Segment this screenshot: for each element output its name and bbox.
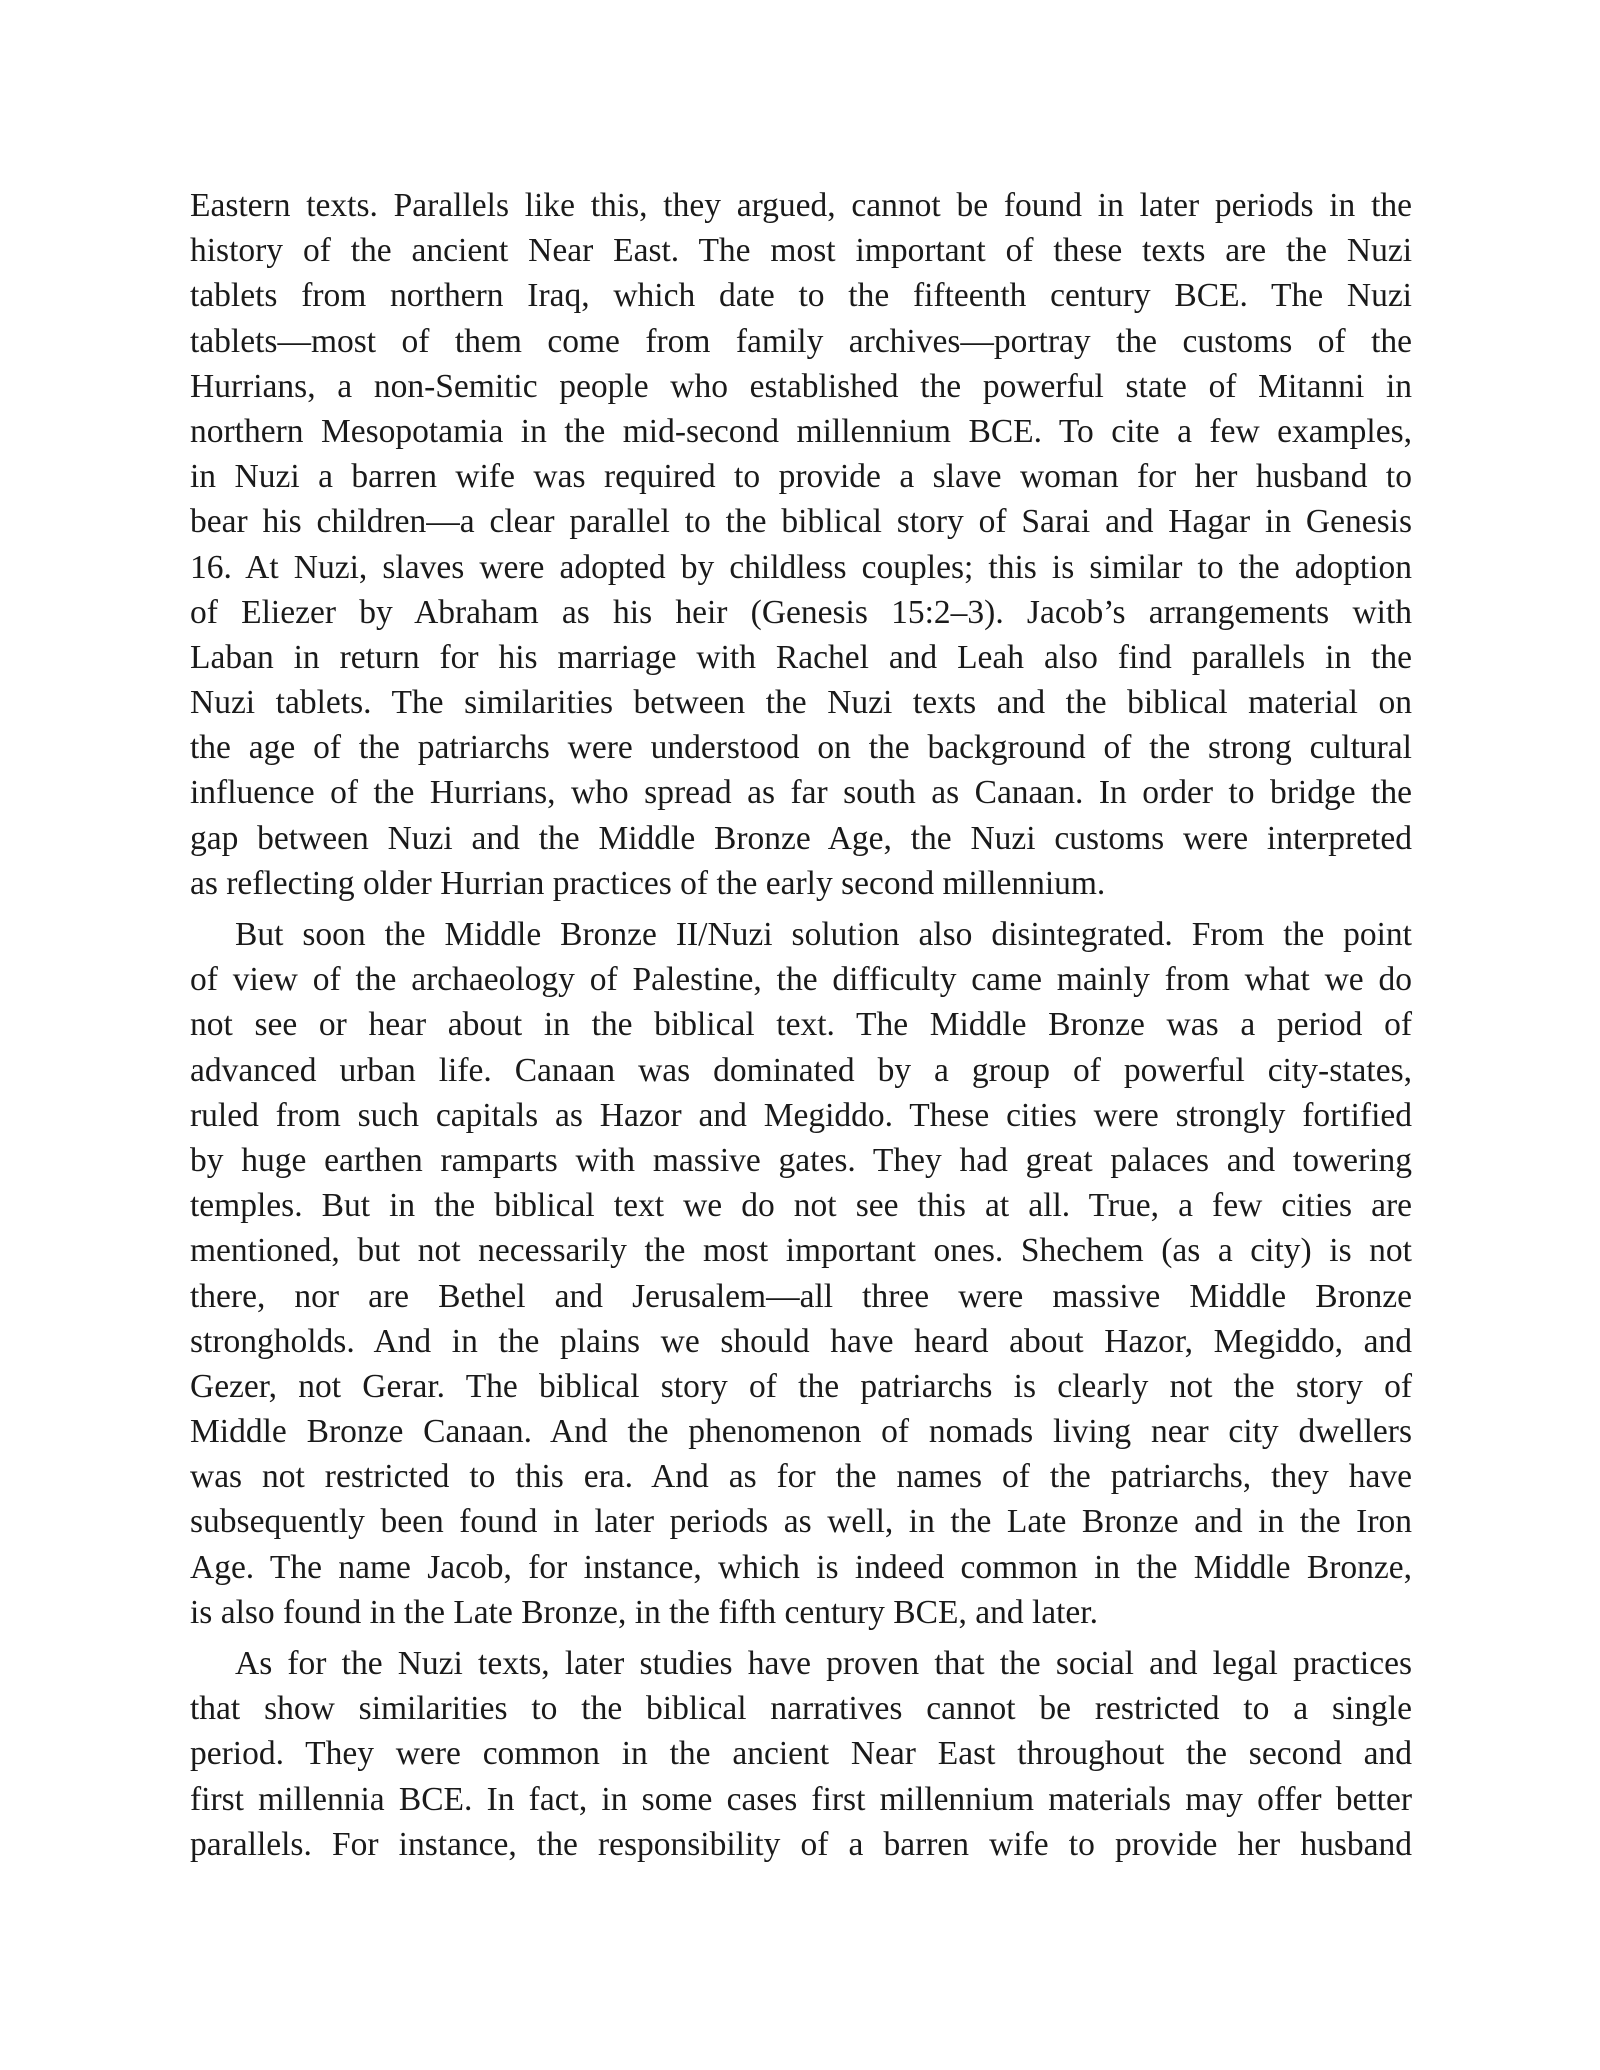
paragraph-3 [190,1641,1412,1867]
text-line: that show similarities to the biblical narratives cannot be restricted to a single [190,1690,1412,1728]
text-line: first millennia BCE. In fact, in some cases first millennium materials may offer better [190,1780,1412,1818]
text-line: ruled from such capitals as Hazor and Megiddo. These cities were strongly fortified [190,1096,1412,1134]
body-text [190,183,1412,1867]
text-line: subsequently been found in later periods as well, in the Late Bronze and in the Iron [190,1503,1412,1541]
text-line: the age of the patriarchs were understood on the background of the strong cultural [190,729,1412,767]
text-line: there, nor are Bethel and Jerusalem—all three were massive Middle Bronze [190,1277,1412,1315]
paragraph-1 [190,183,1412,906]
text-line: gap between Nuzi and the Middle Bronze Age, the Nuzi customs were interpreted [190,819,1412,857]
text-line: Eastern texts. Parallels like this, they argued, cannot be found in later periods in the [190,187,1412,224]
text-line: of view of the archaeology of Palestine, the difficulty came mainly from what we do [190,961,1412,999]
text-line: Age. The name Jacob, for instance, which is indeed common in the Middle Bronze, [190,1548,1412,1586]
text-line: influence of the Hurrians, who spread as far south as Canaan. In order to bridge the [190,774,1412,812]
text-line: not see or hear about in the biblical text. The Middle Bronze was a period of [190,1006,1412,1044]
text-line: is also found in the Late Bronze, in the fifth century BCE, and later. [190,1593,1098,1631]
text-line: history of the ancient Near East. The most important of these texts are the Nuzi [190,232,1412,270]
text-line: As for the Nuzi texts, later studies have proven that the social and legal practices [235,1645,1412,1682]
text-line: temples. But in the biblical text we do not see this at all. True, a few cities are [190,1187,1412,1225]
text-line: tablets—most of them come from family archives—portray the customs of the [190,322,1412,360]
text-line: parallels. For instance, the responsibility of a barren wife to provide her husband [190,1825,1412,1863]
text-line: Laban in return for his marriage with Rachel and Leah also find parallels in the [190,638,1412,676]
text-line: northern Mesopotamia in the mid-second millennium BCE. To cite a few examples, [190,412,1412,450]
text-line: was not restricted to this era. And as for the names of the patriarchs, they have [190,1458,1412,1496]
text-line: advanced urban life. Canaan was dominated by a group of powerful city-states, [190,1051,1412,1089]
text-line: But soon the Middle Bronze II/Nuzi solution also disintegrated. From the point [235,916,1412,953]
text-line: tablets from northern Iraq, which date to the fifteenth century BCE. The Nuzi [190,277,1412,315]
text-line: Middle Bronze Canaan. And the phenomenon of nomads living near city dwellers [190,1413,1412,1451]
text-line: by huge earthen ramparts with massive gates. They had great palaces and towering [190,1141,1412,1179]
text-line: period. They were common in the ancient Near East throughout the second and [190,1735,1412,1773]
text-line: in Nuzi a barren wife was required to provide a slave woman for her husband to [190,458,1412,496]
text-line: Nuzi tablets. The similarities between the Nuzi texts and the biblical material on [190,684,1412,722]
text-line: of Eliezer by Abraham as his heir (Genesis 15:2–3). Jacob’s arrangements with [190,593,1412,631]
text-line: 16. At Nuzi, slaves were adopted by childless couples; this is similar to the adoption [190,548,1412,586]
text-line: as reflecting older Hurrian practices of the early second millennium. [190,864,1106,902]
paragraph-2 [190,912,1412,1635]
text-line: strongholds. And in the plains we should have heard about Hazor, Megiddo, and [190,1322,1412,1360]
text-line: mentioned, but not necessarily the most important ones. Shechem (as a city) is not [190,1232,1412,1270]
text-line: Gezer, not Gerar. The biblical story of the patriarchs is clearly not the story of [190,1367,1412,1405]
text-line: bear his children—a clear parallel to the biblical story of Sarai and Hagar in Genesis [190,503,1412,541]
text-line: Hurrians, a non-Semitic people who established the powerful state of Mitanni in [190,367,1412,405]
